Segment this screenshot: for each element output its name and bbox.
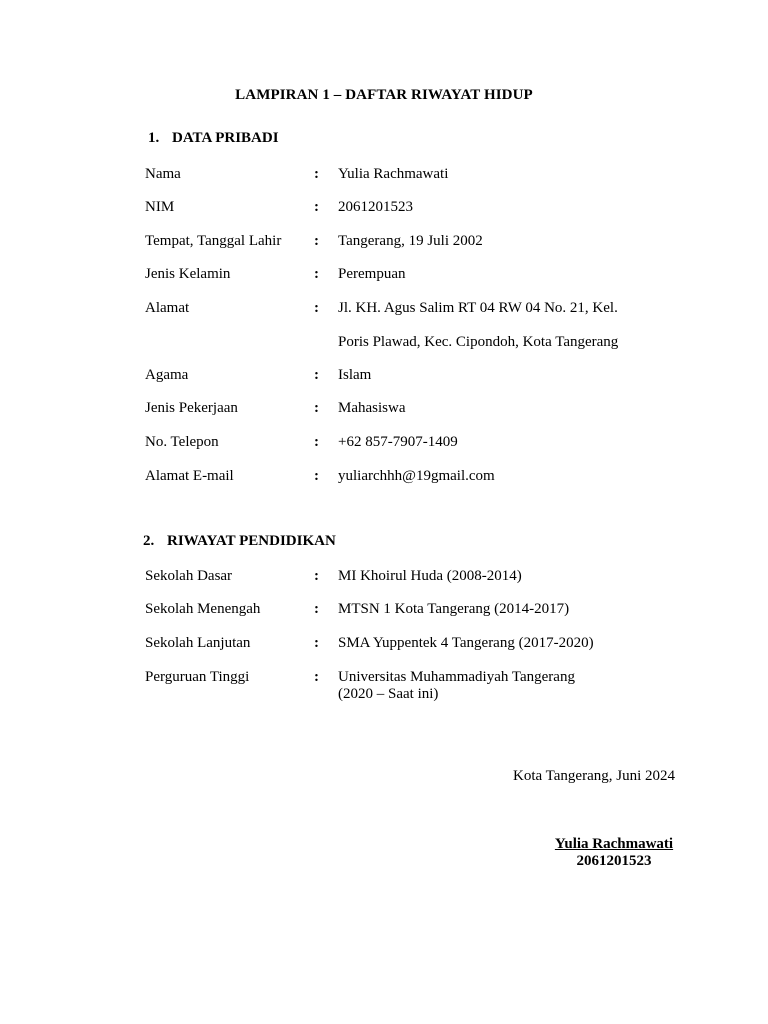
field-label: NIM bbox=[145, 199, 175, 215]
field-colon: : bbox=[314, 669, 319, 685]
field-value-line1: Jl. KH. Agus Salim RT 04 RW 04 No. 21, Kel. bbox=[338, 300, 618, 316]
place-date: Kota Tangerang, Juni 2024 bbox=[513, 768, 675, 784]
field-label: Agama bbox=[145, 367, 189, 383]
section-number: 2. bbox=[143, 533, 155, 549]
field-label: Alamat E-mail bbox=[145, 468, 234, 484]
field-colon: : bbox=[314, 635, 319, 651]
field-value bbox=[338, 300, 618, 351]
field-row-perguruan-tinggi bbox=[145, 669, 705, 703]
document-title: LAMPIRAN 1 – DAFTAR RIWAYAT HIDUP bbox=[235, 87, 533, 103]
field-label: Tempat, Tanggal Lahir bbox=[145, 233, 282, 249]
field-colon: : bbox=[314, 400, 319, 416]
signature-id: 2061201523 bbox=[576, 853, 652, 869]
field-value bbox=[338, 669, 575, 703]
field-label: Alamat bbox=[145, 300, 190, 316]
field-colon: : bbox=[314, 568, 319, 584]
field-label: Sekolah Dasar bbox=[145, 568, 233, 584]
field-value: +62 857-7907-1409 bbox=[338, 434, 458, 450]
section-title: RIWAYAT PENDIDIKAN bbox=[167, 533, 336, 549]
field-colon: : bbox=[314, 468, 319, 484]
field-colon: : bbox=[314, 434, 319, 450]
field-value: MTSN 1 Kota Tangerang (2014-2017) bbox=[338, 601, 570, 617]
field-value: Mahasiswa bbox=[338, 400, 406, 416]
field-value-line2: Poris Plawad, Kec. Cipondoh, Kota Tangerang bbox=[338, 334, 619, 350]
field-value: MI Khoirul Huda (2008-2014) bbox=[338, 568, 522, 584]
field-label: No. Telepon bbox=[145, 434, 219, 450]
field-colon: : bbox=[314, 266, 319, 282]
field-value: Yulia Rachmawati bbox=[338, 166, 449, 182]
field-value-line1: Universitas Muhammadiyah Tangerang bbox=[338, 669, 575, 685]
signature-block bbox=[520, 836, 708, 870]
section-number: 1. bbox=[148, 130, 160, 146]
field-label: Jenis Pekerjaan bbox=[145, 400, 238, 416]
signature-name: Yulia Rachmawati bbox=[554, 836, 674, 852]
field-colon: : bbox=[314, 300, 319, 316]
field-colon: : bbox=[314, 166, 319, 182]
field-colon: : bbox=[314, 233, 319, 249]
section-title: DATA PRIBADI bbox=[172, 130, 279, 146]
field-colon: : bbox=[314, 367, 319, 383]
field-value: 2061201523 bbox=[338, 199, 413, 215]
field-value: Islam bbox=[338, 367, 372, 383]
field-value: Tangerang, 19 Juli 2002 bbox=[338, 233, 483, 249]
field-colon: : bbox=[314, 601, 319, 617]
field-label: Jenis Kelamin bbox=[145, 266, 231, 282]
field-row-alamat bbox=[145, 300, 705, 352]
field-label: Sekolah Menengah bbox=[145, 601, 261, 617]
field-value: Perempuan bbox=[338, 266, 406, 282]
section-heading-riwayat-pendidikan bbox=[143, 533, 336, 550]
section-heading-data-pribadi bbox=[148, 130, 279, 147]
field-label: Sekolah Lanjutan bbox=[145, 635, 251, 651]
field-value: SMA Yuppentek 4 Tangerang (2017-2020) bbox=[338, 635, 594, 651]
field-value: yuliarchhh@19gmail.com bbox=[338, 468, 495, 484]
field-label: Perguruan Tinggi bbox=[145, 669, 250, 685]
field-value-line2: (2020 – Saat ini) bbox=[338, 686, 439, 702]
field-colon: : bbox=[314, 199, 319, 215]
field-label: Nama bbox=[145, 166, 181, 182]
